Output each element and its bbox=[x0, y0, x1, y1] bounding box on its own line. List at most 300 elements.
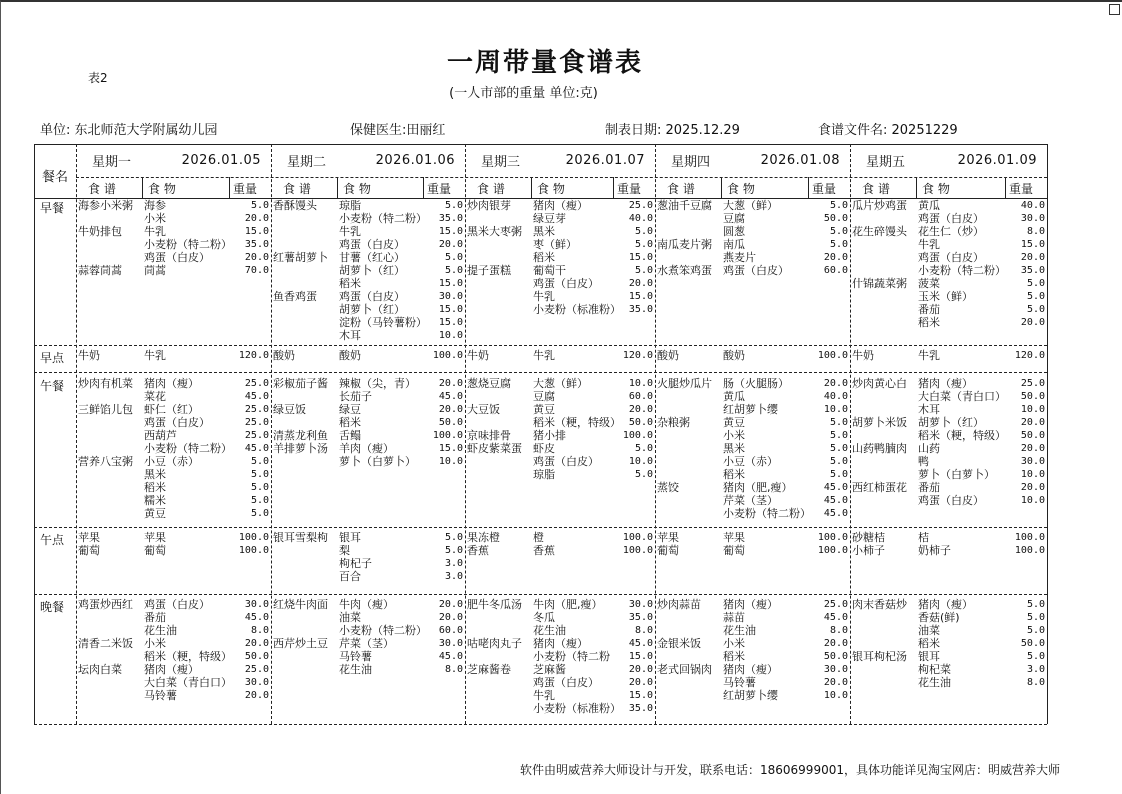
food-weight: 60.0 bbox=[628, 391, 653, 402]
food-weight: 25.0 bbox=[244, 664, 269, 675]
food-item: 绿豆芽 bbox=[533, 212, 566, 225]
food-weight: 100.0 bbox=[622, 430, 653, 441]
meal-separator-lunch bbox=[34, 527, 1047, 528]
dish-name: 绿豆饭 bbox=[273, 403, 306, 416]
food-weight: 50.0 bbox=[823, 651, 848, 662]
food-item: 牛乳 bbox=[144, 225, 166, 238]
dish-name: 杂粮粥 bbox=[657, 416, 690, 429]
food-weight: 70.0 bbox=[244, 265, 269, 276]
weight-column-header: 重量 bbox=[812, 181, 837, 196]
food-item: 琼脂 bbox=[533, 468, 555, 481]
food-weight: 3.0 bbox=[1026, 664, 1045, 675]
food-item: 鸭 bbox=[918, 455, 929, 468]
food-item: 豆腐 bbox=[533, 390, 555, 403]
food-item: 大葱（鲜） bbox=[723, 199, 778, 212]
food-column-divider-fri bbox=[916, 177, 917, 199]
food-weight: 100.0 bbox=[1014, 532, 1045, 543]
food-item: 花生油 bbox=[723, 624, 756, 637]
food-weight: 15.0 bbox=[628, 291, 653, 302]
food-item: 番茄 bbox=[918, 481, 940, 494]
food-item: 大白菜（青白口） bbox=[918, 390, 1006, 403]
food-weight: 20.0 bbox=[628, 664, 653, 675]
dish-name: 彩椒茄子酱 bbox=[273, 377, 328, 390]
food-column-divider-wed bbox=[531, 177, 532, 199]
dish-name: 大豆饭 bbox=[467, 403, 500, 416]
dish-name: 黑米大枣粥 bbox=[467, 225, 522, 238]
food-weight: 20.0 bbox=[438, 239, 463, 250]
dish-name: 火腿炒瓜片 bbox=[657, 377, 712, 390]
food-item: 蒜苗 bbox=[723, 611, 745, 624]
header-mid-rule bbox=[76, 177, 1047, 178]
food-item: 鸡蛋（白皮） bbox=[533, 455, 599, 468]
dish-name: 苹果 bbox=[78, 531, 100, 544]
day-divider-wed bbox=[465, 144, 466, 724]
food-weight: 5.0 bbox=[634, 226, 653, 237]
food-weight: 5.0 bbox=[634, 469, 653, 480]
food-item: 芹菜（茎） bbox=[339, 637, 394, 650]
food-weight: 5.0 bbox=[444, 532, 463, 543]
food-item: 绿豆 bbox=[339, 403, 361, 416]
dish-name: 砂糖桔 bbox=[852, 531, 885, 544]
food-weight: 25.0 bbox=[244, 378, 269, 389]
food-weight: 10.0 bbox=[823, 690, 848, 701]
food-weight: 30.0 bbox=[244, 677, 269, 688]
meal-column-header: 餐名 bbox=[42, 170, 69, 185]
food-item: 冬瓜 bbox=[533, 611, 555, 624]
food-item: 胡萝卜（红） bbox=[339, 264, 405, 277]
food-item: 南瓜 bbox=[723, 238, 745, 251]
food-item: 稻米（粳，特级） bbox=[918, 429, 1006, 442]
day-name: 星期五 bbox=[866, 155, 906, 170]
food-weight: 5.0 bbox=[250, 482, 269, 493]
day-name: 星期二 bbox=[287, 155, 327, 170]
food-item: 马铃薯 bbox=[339, 650, 372, 663]
food-item: 长茄子 bbox=[339, 390, 372, 403]
food-weight: 30.0 bbox=[628, 599, 653, 610]
food-weight: 5.0 bbox=[634, 239, 653, 250]
dish-column-header: 食 谱 bbox=[283, 181, 311, 196]
food-item: 葡萄 bbox=[723, 544, 745, 557]
food-item: 银耳 bbox=[918, 650, 940, 663]
dish-name: 蒸饺 bbox=[657, 481, 679, 494]
food-weight: 120.0 bbox=[1014, 350, 1045, 361]
dish-name: 鱼香鸡蛋 bbox=[273, 290, 317, 303]
food-weight: 35.0 bbox=[628, 304, 653, 315]
food-weight: 100.0 bbox=[238, 545, 269, 556]
food-item: 香菇(鲜) bbox=[918, 611, 960, 624]
food-item: 胡萝卜（红） bbox=[339, 303, 405, 316]
weight-column-header: 重量 bbox=[233, 181, 258, 196]
day-header-tue bbox=[271, 144, 465, 177]
food-weight: 20.0 bbox=[244, 638, 269, 649]
food-item: 奶柿子 bbox=[918, 544, 951, 557]
dish-name: 酸奶 bbox=[657, 349, 679, 362]
food-weight: 20.0 bbox=[244, 690, 269, 701]
food-item: 鸡蛋（白皮） bbox=[918, 494, 984, 507]
food-weight: 35.0 bbox=[244, 239, 269, 250]
meal-name-lunch: 午餐 bbox=[40, 379, 65, 393]
day-date: 2026.01.05 bbox=[181, 153, 261, 168]
dish-name: 营养八宝粥 bbox=[78, 455, 133, 468]
food-item: 黑米 bbox=[144, 468, 166, 481]
food-item: 菜花 bbox=[144, 390, 166, 403]
food-weight: 20.0 bbox=[438, 612, 463, 623]
food-weight: 45.0 bbox=[628, 638, 653, 649]
food-item: 琼脂 bbox=[339, 199, 361, 212]
day-name: 星期一 bbox=[92, 155, 132, 170]
food-weight: 5.0 bbox=[1026, 291, 1045, 302]
dish-name: 红烧牛肉面 bbox=[273, 598, 328, 611]
food-item: 牛肉（瘦） bbox=[339, 598, 394, 611]
food-weight: 120.0 bbox=[238, 350, 269, 361]
food-weight: 45.0 bbox=[244, 612, 269, 623]
food-item: 梨 bbox=[339, 544, 350, 557]
food-item: 猪肉（瘦） bbox=[723, 598, 778, 611]
dish-name: 瓜片炒鸡蛋 bbox=[852, 199, 907, 212]
food-weight: 30.0 bbox=[823, 664, 848, 675]
dish-name: 葱烧豆腐 bbox=[467, 377, 511, 390]
food-column-header: 食 物 bbox=[343, 181, 371, 196]
food-weight: 30.0 bbox=[438, 291, 463, 302]
dish-name: 西红柿蛋花 bbox=[852, 481, 907, 494]
food-weight: 100.0 bbox=[817, 545, 848, 556]
food-item: 大白菜（青白口） bbox=[144, 676, 232, 689]
food-weight: 8.0 bbox=[1026, 677, 1045, 688]
dish-name: 香蕉 bbox=[467, 544, 489, 557]
food-item: 萝卜（白萝卜） bbox=[339, 455, 416, 468]
food-item: 牛乳 bbox=[918, 238, 940, 251]
food-item: 西葫芦 bbox=[144, 429, 177, 442]
food-item: 肠（火腿肠） bbox=[723, 377, 789, 390]
meal-separator-breakfast bbox=[34, 345, 1047, 346]
food-item: 糯米 bbox=[144, 494, 166, 507]
dish-name: 清香二米饭 bbox=[78, 637, 133, 650]
food-item: 牛乳 bbox=[533, 349, 555, 362]
dish-name: 什锦蔬菜粥 bbox=[852, 277, 907, 290]
food-item: 海参 bbox=[144, 199, 166, 212]
food-weight: 30.0 bbox=[1020, 456, 1045, 467]
food-item: 小麦粉（特二粉） bbox=[723, 507, 811, 520]
food-item: 黄瓜 bbox=[918, 199, 940, 212]
day-date: 2026.01.06 bbox=[375, 153, 455, 168]
food-column-header: 食 物 bbox=[148, 181, 176, 196]
weight-column-header: 重量 bbox=[617, 181, 642, 196]
food-weight: 20.0 bbox=[823, 378, 848, 389]
dish-name: 牛奶 bbox=[467, 349, 489, 362]
food-item: 稻米 bbox=[339, 416, 361, 429]
food-item: 稻米 bbox=[918, 316, 940, 329]
food-weight: 25.0 bbox=[1020, 378, 1045, 389]
dish-name: 银耳雪梨枸 bbox=[273, 531, 328, 544]
food-weight: 10.0 bbox=[1020, 404, 1045, 415]
dish-name: 清蒸龙利鱼 bbox=[273, 429, 328, 442]
food-weight: 15.0 bbox=[438, 278, 463, 289]
day-header-thu bbox=[655, 144, 850, 177]
food-item: 花生油 bbox=[533, 624, 566, 637]
food-weight: 5.0 bbox=[634, 265, 653, 276]
food-item: 马铃薯 bbox=[144, 689, 177, 702]
food-weight: 5.0 bbox=[829, 469, 848, 480]
day-date: 2026.01.08 bbox=[760, 153, 840, 168]
food-item: 番茄 bbox=[144, 611, 166, 624]
food-weight: 20.0 bbox=[823, 638, 848, 649]
food-weight: 50.0 bbox=[1020, 391, 1045, 402]
unit-label: 单位: 东北师范大学附属幼儿园 bbox=[40, 123, 218, 138]
file-name-label: 食谱文件名: 20251229 bbox=[818, 123, 958, 138]
dish-name: 炒肉银芽 bbox=[467, 199, 511, 212]
food-item: 辣椒（尖，青） bbox=[339, 377, 416, 390]
food-item: 苹果 bbox=[723, 531, 745, 544]
food-weight: 8.0 bbox=[634, 625, 653, 636]
food-weight: 20.0 bbox=[823, 677, 848, 688]
food-weight: 20.0 bbox=[628, 278, 653, 289]
food-weight: 25.0 bbox=[244, 417, 269, 428]
food-item: 香蕉 bbox=[533, 544, 555, 557]
food-item: 萝卜（白萝卜） bbox=[918, 468, 995, 481]
page-subtitle: (一人市部的重量 单位:克) bbox=[449, 86, 598, 101]
food-weight: 20.0 bbox=[628, 677, 653, 688]
footer-note: 软件由明威营养大师设计与开发，联系电话：18606999001，具体功能详见淘宝网店：明威营养大师 bbox=[520, 763, 1060, 777]
food-item: 黑米 bbox=[723, 442, 745, 455]
day-header-wed bbox=[465, 144, 655, 177]
meal-name-afternoon-snack: 午点 bbox=[40, 533, 65, 547]
food-item: 牛乳 bbox=[144, 349, 166, 362]
dish-name: 鸡蛋炒西红 bbox=[78, 598, 133, 611]
food-item: 胡萝卜（红） bbox=[918, 416, 984, 429]
food-weight: 10.0 bbox=[438, 456, 463, 467]
food-weight: 5.0 bbox=[829, 417, 848, 428]
food-item: 猪肉（瘦） bbox=[533, 637, 588, 650]
food-weight: 45.0 bbox=[823, 495, 848, 506]
food-weight: 45.0 bbox=[438, 391, 463, 402]
food-item: 稻米 bbox=[339, 277, 361, 290]
food-item: 红胡萝卜缨 bbox=[723, 689, 778, 702]
food-weight: 120.0 bbox=[622, 350, 653, 361]
food-item: 百合 bbox=[339, 570, 361, 583]
weight-column-divider-thu bbox=[808, 177, 809, 199]
food-weight: 45.0 bbox=[823, 508, 848, 519]
food-weight: 15.0 bbox=[1020, 239, 1045, 250]
food-item: 番茄 bbox=[918, 303, 940, 316]
food-weight: 30.0 bbox=[1020, 213, 1045, 224]
food-item: 牛乳 bbox=[533, 689, 555, 702]
food-item: 橙 bbox=[533, 531, 544, 544]
food-weight: 35.0 bbox=[1020, 265, 1045, 276]
dish-name: 金银米饭 bbox=[657, 637, 701, 650]
food-weight: 10.0 bbox=[628, 378, 653, 389]
food-weight: 5.0 bbox=[1026, 304, 1045, 315]
food-weight: 45.0 bbox=[823, 482, 848, 493]
food-item: 鸡蛋（白皮） bbox=[339, 238, 405, 251]
food-item: 鸡蛋（白皮） bbox=[144, 416, 210, 429]
food-weight: 15.0 bbox=[438, 226, 463, 237]
dish-column-header: 食 谱 bbox=[667, 181, 695, 196]
dish-name: 香酥馒头 bbox=[273, 199, 317, 212]
meal-name-dinner: 晚餐 bbox=[40, 600, 65, 614]
dish-name: 提子蛋糕 bbox=[467, 264, 511, 277]
dish-name: 炒肉有机菜 bbox=[78, 377, 133, 390]
food-weight: 100.0 bbox=[432, 430, 463, 441]
dish-name: 老式回锅肉 bbox=[657, 663, 712, 676]
food-weight: 5.0 bbox=[1026, 625, 1045, 636]
weight-column-header: 重量 bbox=[427, 181, 452, 196]
food-weight: 20.0 bbox=[1020, 317, 1045, 328]
food-item: 小米 bbox=[723, 637, 745, 650]
food-weight: 45.0 bbox=[438, 651, 463, 662]
food-item: 鸡蛋（白皮） bbox=[533, 676, 599, 689]
day-name: 星期四 bbox=[671, 155, 711, 170]
food-item: 小麦粉（标准粉） bbox=[533, 303, 621, 316]
food-item: 小麦粉（特二粉） bbox=[144, 442, 232, 455]
food-item: 苹果 bbox=[144, 531, 166, 544]
food-weight: 20.0 bbox=[823, 252, 848, 263]
food-item: 小麦粉（特二粉 bbox=[533, 650, 610, 663]
food-item: 鸡蛋（白皮） bbox=[533, 277, 599, 290]
food-item: 稻米（粳，特级） bbox=[533, 416, 621, 429]
left-border bbox=[34, 144, 35, 724]
food-weight: 8.0 bbox=[250, 625, 269, 636]
food-column-divider-thu bbox=[721, 177, 722, 199]
food-column-header: 食 物 bbox=[727, 181, 755, 196]
food-weight: 20.0 bbox=[438, 599, 463, 610]
food-weight: 50.0 bbox=[823, 213, 848, 224]
food-weight: 50.0 bbox=[1020, 430, 1045, 441]
dish-name: 炒肉蒜苗 bbox=[657, 598, 701, 611]
food-item: 羊肉（瘦） bbox=[339, 442, 394, 455]
food-item: 木耳 bbox=[918, 403, 940, 416]
food-item: 桔 bbox=[918, 531, 929, 544]
food-column-header: 食 物 bbox=[922, 181, 950, 196]
food-item: 银耳 bbox=[339, 531, 361, 544]
day-header-fri bbox=[850, 144, 1047, 177]
food-weight: 100.0 bbox=[622, 545, 653, 556]
food-weight: 30.0 bbox=[438, 638, 463, 649]
dish-name: 肉末香菇炒 bbox=[852, 598, 907, 611]
food-item: 大葱（鲜） bbox=[533, 377, 588, 390]
food-item: 马铃薯 bbox=[723, 676, 756, 689]
food-weight: 3.0 bbox=[444, 558, 463, 569]
food-item: 花生仁（炒） bbox=[918, 225, 984, 238]
food-weight: 15.0 bbox=[244, 226, 269, 237]
food-item: 燕麦片 bbox=[723, 251, 756, 264]
food-weight: 5.0 bbox=[444, 265, 463, 276]
food-weight: 100.0 bbox=[1014, 545, 1045, 556]
day-divider-thu bbox=[655, 144, 656, 724]
food-item: 小麦粉（特二粉） bbox=[339, 624, 427, 637]
food-item: 猪肉（肥,瘦） bbox=[723, 481, 793, 494]
food-weight: 8.0 bbox=[829, 625, 848, 636]
food-item: 黄豆 bbox=[533, 403, 555, 416]
food-weight: 50.0 bbox=[438, 417, 463, 428]
food-weight: 15.0 bbox=[438, 317, 463, 328]
food-weight: 45.0 bbox=[244, 391, 269, 402]
day-date: 2026.01.09 bbox=[957, 153, 1037, 168]
food-item: 猪小排 bbox=[533, 429, 566, 442]
food-item: 小米 bbox=[144, 637, 166, 650]
food-item: 鸡蛋（白皮） bbox=[144, 251, 210, 264]
food-item: 小麦粉（标准粉） bbox=[533, 702, 621, 715]
food-weight: 8.0 bbox=[444, 664, 463, 675]
food-item: 鸡蛋（白皮） bbox=[144, 598, 210, 611]
dish-name: 葡萄 bbox=[657, 544, 679, 557]
food-weight: 40.0 bbox=[628, 213, 653, 224]
table-number: 表2 bbox=[88, 71, 108, 85]
food-item: 茼蒿 bbox=[144, 264, 166, 277]
dish-name: 葡萄 bbox=[78, 544, 100, 557]
menu-table bbox=[34, 144, 1047, 724]
food-item: 猪肉（瘦） bbox=[144, 663, 199, 676]
food-weight: 5.0 bbox=[1026, 278, 1045, 289]
food-item: 酸奶 bbox=[339, 349, 361, 362]
food-weight: 10.0 bbox=[1020, 495, 1045, 506]
food-weight: 10.0 bbox=[1020, 469, 1045, 480]
food-item: 鸡蛋（白皮） bbox=[723, 264, 789, 277]
food-item: 稻米 bbox=[533, 251, 555, 264]
food-weight: 15.0 bbox=[438, 443, 463, 454]
food-item: 牛肉（肥,瘦） bbox=[533, 598, 603, 611]
dish-name: 山药鸭腩肉 bbox=[852, 442, 907, 455]
food-item: 猪肉（瘦） bbox=[533, 199, 588, 212]
food-weight: 10.0 bbox=[628, 456, 653, 467]
food-item: 小麦粉（特二粉） bbox=[918, 264, 1006, 277]
food-weight: 5.0 bbox=[250, 469, 269, 480]
food-weight: 5.0 bbox=[829, 443, 848, 454]
food-weight: 100.0 bbox=[817, 350, 848, 361]
food-item: 稻米 bbox=[723, 468, 745, 481]
food-weight: 15.0 bbox=[628, 651, 653, 662]
food-item: 鸡蛋（白皮） bbox=[339, 290, 405, 303]
food-item: 黄豆 bbox=[723, 416, 745, 429]
dish-name: 羊排萝卜汤 bbox=[273, 442, 328, 455]
food-item: 牛乳 bbox=[533, 290, 555, 303]
food-item: 花生油 bbox=[144, 624, 177, 637]
food-item: 黄豆 bbox=[144, 507, 166, 520]
meal-separator-afternoon-snack bbox=[34, 594, 1047, 595]
food-item: 鸡蛋（白皮） bbox=[918, 212, 984, 225]
food-weight: 35.0 bbox=[628, 703, 653, 714]
food-weight: 15.0 bbox=[438, 304, 463, 315]
food-weight: 100.0 bbox=[432, 350, 463, 361]
doctor-label: 保健医生:田丽红 bbox=[350, 123, 446, 138]
meal-name-morning-snack: 早点 bbox=[40, 351, 65, 365]
dish-column-header: 食 谱 bbox=[862, 181, 890, 196]
food-weight: 20.0 bbox=[244, 252, 269, 263]
dish-name: 小柿子 bbox=[852, 544, 885, 557]
food-item: 鸡蛋（白皮） bbox=[918, 251, 984, 264]
food-weight: 5.0 bbox=[829, 456, 848, 467]
food-weight: 5.0 bbox=[1026, 651, 1045, 662]
dish-name: 银耳枸杞汤 bbox=[852, 650, 907, 663]
food-weight: 10.0 bbox=[438, 330, 463, 341]
food-item: 舌鳎 bbox=[339, 429, 361, 442]
dish-name: 牛奶 bbox=[852, 349, 874, 362]
dish-name: 芝麻酱卷 bbox=[467, 663, 511, 676]
dish-name: 红薯胡萝卜 bbox=[273, 251, 328, 264]
weight-column-divider-wed bbox=[613, 177, 614, 199]
food-item: 小米 bbox=[144, 212, 166, 225]
day-date: 2026.01.07 bbox=[565, 153, 645, 168]
food-item: 牛乳 bbox=[339, 225, 361, 238]
food-item: 稻米（粳，特级） bbox=[144, 650, 232, 663]
food-item: 豆腐 bbox=[723, 212, 745, 225]
right-border bbox=[1047, 144, 1048, 724]
food-weight: 35.0 bbox=[438, 213, 463, 224]
corner-mark bbox=[1109, 4, 1120, 15]
food-item: 花生油 bbox=[918, 676, 951, 689]
made-date-label: 制表日期: 2025.12.29 bbox=[605, 123, 740, 138]
dish-name: 海参小米粥 bbox=[78, 199, 133, 212]
food-item: 猪肉（瘦） bbox=[723, 663, 778, 676]
